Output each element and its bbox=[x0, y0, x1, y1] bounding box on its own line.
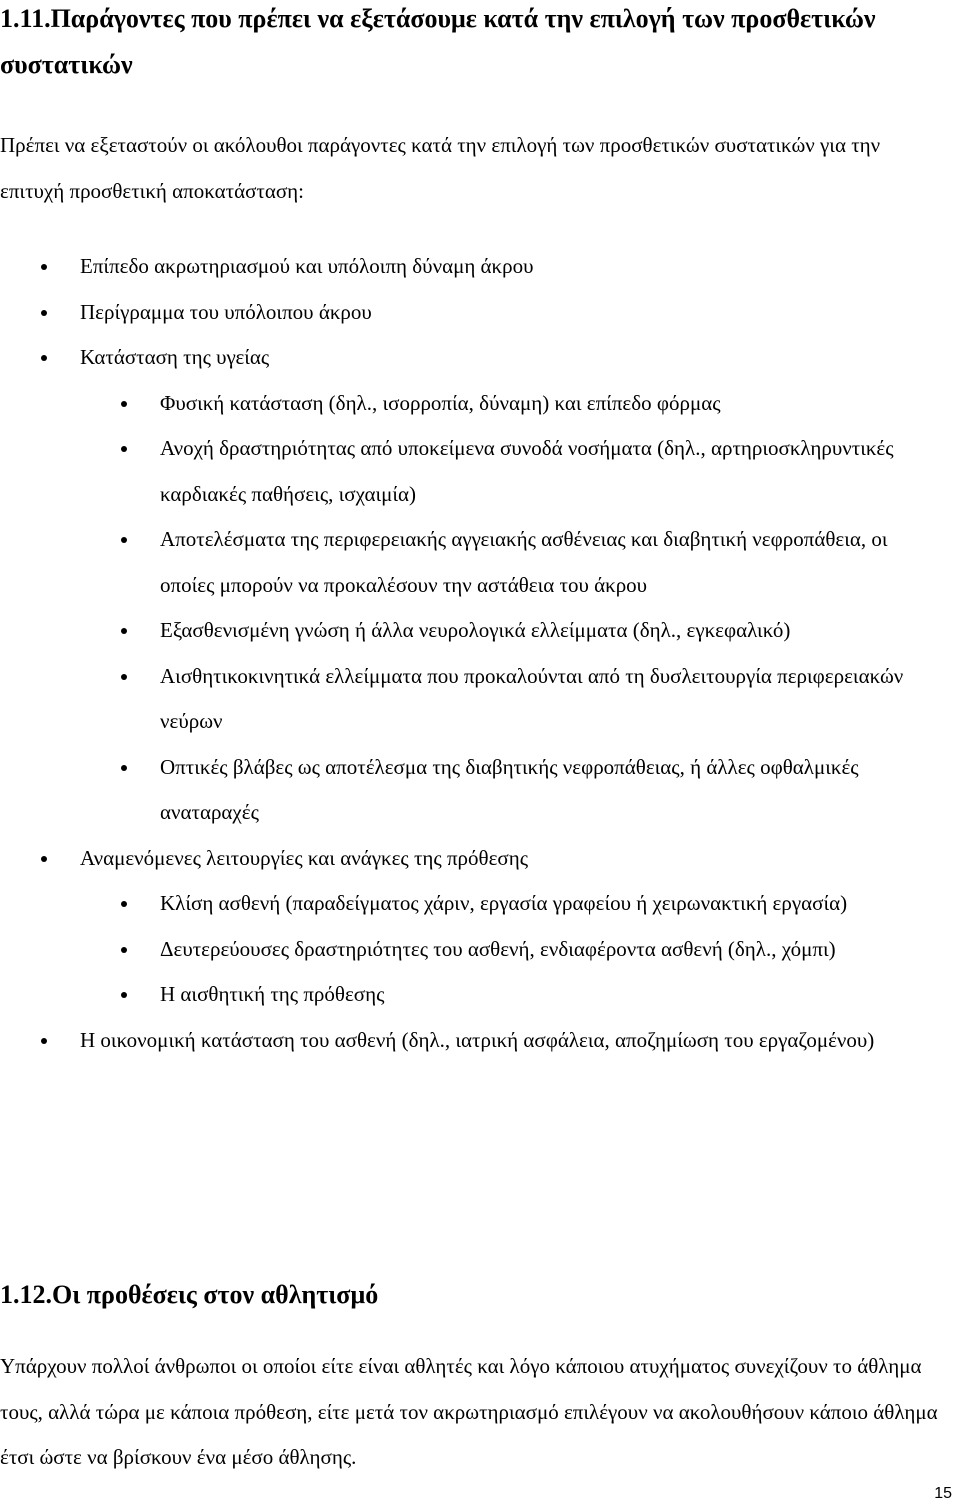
sub-list-item bbox=[0, 426, 945, 517]
bullet-icon bbox=[121, 765, 127, 771]
bullet-icon bbox=[121, 401, 127, 407]
bullet-icon bbox=[41, 856, 47, 862]
sub-list-item bbox=[0, 745, 945, 836]
list-item-text: Αναμενόμενες λειτουργίες και ανάγκες της πρόθεσης bbox=[80, 845, 529, 870]
bullet-icon bbox=[121, 628, 127, 634]
list-item-text: Αισθητικοκινητικά ελλείμματα που προκαλούνται από τη δυσλειτουργία περιφερειακών νεύρων bbox=[160, 663, 904, 733]
list-item-text: Περίγραμμα του υπόλοιπου άκρου bbox=[80, 299, 372, 324]
list-item bbox=[0, 836, 945, 882]
list-item-text: Αποτελέσματα της περιφερειακής αγγειακής ασθένειας και διαβητική νεφροπάθεια, οι οποίες μπορούν να προκαλέσουν την αστάθεια του άκρου bbox=[160, 527, 888, 597]
list-item-text: Δευτερεύουσες δραστηριότητες του ασθενή, ενδιαφέροντα ασθενή (δηλ., χόμπι) bbox=[160, 936, 836, 961]
bullet-icon bbox=[121, 446, 127, 452]
list-item-text: Κατάσταση της υγείας bbox=[80, 345, 270, 369]
intro-paragraph: Πρέπει να εξεταστούν οι ακόλουθοι παράγοντες κατά την επιλογή των προσθετικών συστατικών για την επιτυχή προσθετική αποκατάσταση: bbox=[0, 133, 881, 203]
sub-list-item bbox=[0, 381, 945, 427]
list-item-text: Ανοχή δραστηριότητας από υποκείμενα συνοδά νοσήματα (δηλ., αρτηριοσκληρυντικές καρδιακές παθήσεις, ισχαιμία) bbox=[160, 436, 894, 506]
sports-paragraph: Υπάρχουν πολλοί άνθρωποι οι οποίοι είτε είναι αθλητές και λόγο κάποιου ατυχήματος συνεχίζουν το άθλημα τους, αλλά τώρα με κάποια πρόθεση, είτε μετά τον ακρωτηριασμό επιλέγουν να ακολουθήσουν κάποιο άθλημα έτσι ώστε να βρίσκουν ένα μέσο άθλησης. bbox=[0, 1354, 938, 1469]
bullet-icon bbox=[121, 674, 127, 680]
bullet-icon bbox=[41, 355, 47, 361]
sub-list-item bbox=[0, 972, 945, 1018]
bullet-icon bbox=[41, 264, 47, 270]
list-item bbox=[0, 335, 945, 381]
bullet-icon bbox=[121, 947, 127, 953]
list-item-text: Επίπεδο ακρωτηριασμού και υπόλοιπη δύναμη άκρου bbox=[80, 254, 534, 278]
sub-list-item bbox=[0, 517, 945, 608]
section-heading-1-12: 1.12.Οι προθέσεις στον αθλητισμό bbox=[0, 1280, 379, 1309]
section-heading-1-11: 1.11.Παράγοντες που πρέπει να εξετάσουμε κατά την επιλογή των προσθετικών συστατικών bbox=[0, 4, 876, 79]
list-item bbox=[0, 1018, 945, 1064]
bullet-icon bbox=[121, 901, 127, 907]
page-number: 15 bbox=[934, 1485, 952, 1502]
sub-list-item bbox=[0, 927, 945, 973]
sub-list-item bbox=[0, 654, 945, 745]
sub-list-item bbox=[0, 881, 945, 927]
bullet-icon bbox=[41, 310, 47, 316]
list-item-text: Εξασθενισμένη γνώση ή άλλα νευρολογικά ελλείμματα (δηλ., εγκεφαλικό) bbox=[160, 618, 791, 642]
list-item bbox=[0, 290, 945, 336]
list-item-text: Η οικονομική κατάσταση του ασθενή (δηλ., ιατρική ασφάλεια, αποζημίωση του εργαζομένου) bbox=[80, 1027, 875, 1052]
list-item-text: Η αισθητική της πρόθεσης bbox=[160, 982, 385, 1006]
bullet-icon bbox=[121, 992, 127, 998]
factors-list bbox=[0, 244, 945, 1063]
list-item-text: Κλίση ασθενή (παραδείγματος χάριν, εργασία γραφείου ή χειρωνακτική εργασία) bbox=[160, 891, 848, 915]
bullet-icon bbox=[121, 537, 127, 543]
list-item bbox=[0, 244, 945, 290]
bullet-icon bbox=[41, 1038, 47, 1044]
list-item-text: Οπτικές βλάβες ως αποτέλεσμα της διαβητικής νεφροπάθειας, ή άλλες οφθαλμικές αναταραχές bbox=[160, 754, 859, 824]
sub-list-item bbox=[0, 608, 945, 654]
list-item-text: Φυσική κατάσταση (δηλ., ισορροπία, δύναμη) και επίπεδο φόρμας bbox=[160, 390, 721, 415]
